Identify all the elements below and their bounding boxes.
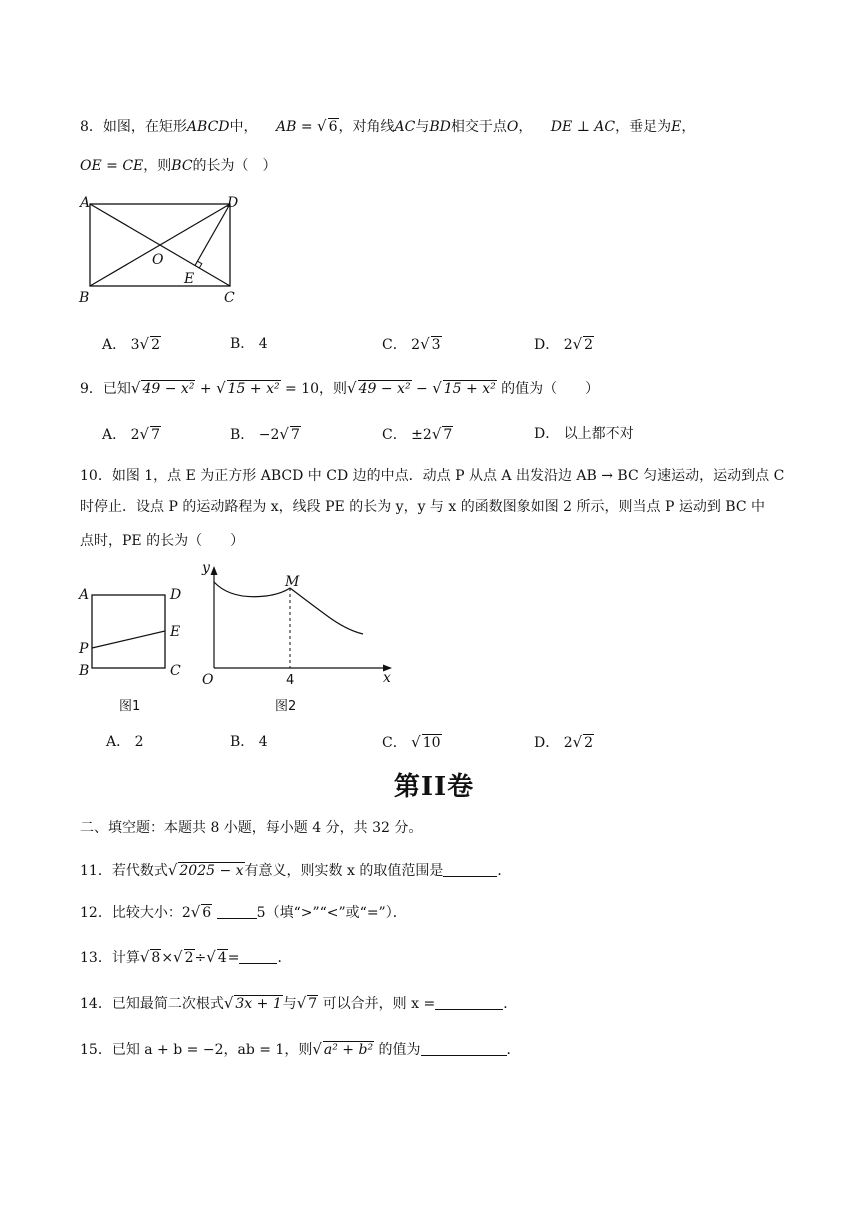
option-coef: 3	[130, 337, 140, 353]
option-coef: 2	[563, 337, 573, 353]
q9-radicand: 15 + x²	[443, 381, 496, 397]
radical-sign: √	[139, 335, 150, 353]
q14-radicand: 3x + 1	[235, 996, 282, 1012]
option-radicand: 7	[151, 427, 160, 443]
q14-text: ．	[503, 996, 518, 1012]
q8-math: DE ⊥ AC	[550, 119, 616, 135]
q13-radicand: 4	[217, 950, 227, 966]
radical-sign: √	[572, 733, 583, 751]
segment-de	[195, 204, 230, 266]
option-radicand: 2	[584, 735, 594, 751]
q11-text: ．	[497, 863, 512, 879]
q9-option-b[interactable]	[230, 424, 301, 445]
q8-text: ，	[681, 119, 696, 135]
option-coef: 2	[411, 337, 421, 353]
q11-radicand: 2025 − x	[179, 863, 244, 879]
q8-rectangle-figure	[76, 192, 246, 310]
q8-text: 相交于点	[450, 119, 507, 135]
q13-text: 13．计算	[80, 950, 140, 966]
q9-text: 9．已知	[80, 381, 131, 397]
q11-answer-blank[interactable]	[443, 862, 497, 877]
q8-math: =	[300, 119, 313, 135]
q10-fig1-square	[74, 580, 194, 720]
figure2-caption: 图2	[275, 699, 297, 714]
q9-op: +	[199, 381, 212, 397]
label-y: y	[202, 560, 210, 576]
label-b: B	[79, 290, 90, 306]
option-coef: ±2	[411, 427, 432, 443]
label-p: P	[79, 641, 89, 657]
option-letter: A．	[102, 337, 127, 353]
q12-text: 12．比较大小：2	[80, 905, 191, 921]
radical-sign: √	[312, 1040, 322, 1058]
radical-sign: √	[420, 335, 430, 353]
radical-sign: √	[296, 994, 307, 1012]
q8-text: 8．如图，在矩形	[80, 119, 187, 135]
q13-op: ÷	[194, 950, 207, 966]
radical-sign: √	[173, 948, 183, 966]
q14-radicand: 7	[308, 996, 318, 1012]
section-title: 第II卷	[393, 772, 475, 802]
radical-sign: √	[347, 379, 357, 397]
q14-text: 与	[282, 996, 297, 1012]
radical-sign: √	[572, 335, 583, 353]
q8-text: O	[506, 119, 519, 135]
radical-sign: √	[223, 994, 234, 1012]
q13-radicand: 8	[151, 950, 161, 966]
q10-line3: 点时，PE 的长为（ ）	[80, 533, 245, 549]
q13-answer-blank[interactable]	[239, 949, 277, 964]
q8-text: BC	[171, 158, 193, 174]
q11-line	[80, 860, 511, 881]
graph-curve-ab	[214, 582, 290, 597]
option-radicand: 7	[443, 427, 453, 443]
option-letter: D．	[534, 426, 560, 442]
q8-line1	[80, 116, 695, 137]
q14-text: 可以合并，则 x =	[322, 996, 436, 1012]
option-value: 以上都不对	[563, 426, 634, 442]
q10-option-c[interactable]	[382, 732, 442, 753]
q8-option-d[interactable]	[534, 334, 594, 355]
graph-curve-bc	[290, 588, 363, 634]
option-value: 4	[258, 734, 268, 750]
label-d: D	[170, 587, 182, 603]
q8-radicand: 6	[328, 119, 338, 135]
option-radicand: 10	[422, 735, 441, 751]
option-letter: C．	[382, 337, 407, 353]
q15-radicand: a² + b²	[323, 1042, 374, 1058]
q8-text: ABCD	[186, 119, 230, 135]
label-a: A	[80, 195, 91, 211]
option-value: 4	[258, 336, 268, 352]
label-d: D	[227, 195, 239, 211]
q8-text: 的长为（ ）	[192, 158, 277, 174]
q8-text: ，垂足为	[615, 119, 672, 135]
q13-op: =	[227, 950, 240, 966]
option-radicand: 3	[431, 337, 441, 353]
radical-sign: √	[206, 948, 216, 966]
radical-sign: √	[432, 379, 442, 397]
segment-pe	[92, 631, 165, 648]
radical-sign: √	[167, 861, 178, 879]
q8-text: E	[671, 119, 682, 135]
q8-option-a[interactable]	[102, 334, 161, 355]
q13-text: ．	[277, 950, 292, 966]
radical-sign: √	[431, 425, 442, 443]
q8-math: OE = CE	[80, 158, 144, 174]
label-e: E	[184, 271, 195, 287]
q9-text: = 10，则	[285, 381, 348, 397]
option-letter: B．	[230, 427, 255, 443]
radical-sign: √	[190, 903, 201, 921]
q10-fig2-graph	[196, 560, 400, 720]
q15-answer-blank[interactable]	[421, 1041, 507, 1056]
radical-sign: √	[139, 425, 150, 443]
q10-line2: 时停止．设点 P 的运动路程为 x，线段 PE 的长为 y，y 与 x 的函数图象如图 2 所示，则当点 P 运动到 BC 中	[80, 499, 766, 515]
q8-text: BD	[429, 119, 451, 135]
q14-answer-blank[interactable]	[435, 995, 503, 1010]
q11-text: 11．若代数式	[80, 863, 168, 879]
q9-text: 的值为（ ）	[501, 381, 600, 397]
option-letter: D．	[534, 337, 560, 353]
q11-text: 有意义，则实数 x 的取值范围是	[244, 863, 444, 879]
label-a: A	[79, 587, 90, 603]
label-e: E	[170, 624, 181, 640]
q13-op: ×	[161, 950, 174, 966]
q9-line	[80, 378, 599, 399]
q13-radicand: 2	[184, 950, 194, 966]
radical-sign: √	[411, 733, 421, 751]
q13-line	[80, 947, 291, 968]
q9-option-d[interactable]	[534, 424, 634, 444]
q15-line	[80, 1039, 521, 1060]
label-origin: O	[202, 672, 214, 688]
q8-text: 与	[415, 119, 430, 135]
option-letter: B．	[230, 734, 255, 750]
label-c: C	[224, 290, 235, 306]
option-letter: C．	[382, 427, 407, 443]
option-coef: 2	[130, 427, 140, 443]
q12-text: 5（填“>”“<”或“=”）．	[256, 905, 407, 921]
option-radicand: 2	[584, 337, 594, 353]
section-heading: 二、填空题：本题共 8 小题，每小题 4 分，共 32 分。	[80, 820, 423, 836]
q14-line	[80, 993, 517, 1014]
square-abcd	[92, 595, 165, 668]
q8-option-b[interactable]	[230, 334, 268, 354]
q8-line2	[80, 156, 277, 176]
label-x: x	[383, 670, 391, 686]
q12-line	[80, 902, 407, 923]
option-letter: C．	[382, 735, 407, 751]
q15-text: ．	[506, 1042, 521, 1058]
q9-radicand: 15 + x²	[227, 381, 280, 397]
q10-option-d[interactable]	[534, 732, 594, 753]
q9-radicand: 49 − x²	[142, 381, 195, 397]
q9-radicand: 49 − x²	[358, 381, 411, 397]
label-o: O	[152, 252, 164, 268]
radical-sign: √	[279, 425, 289, 443]
option-letter: A．	[102, 427, 127, 443]
q10-option-a[interactable]	[106, 732, 144, 752]
figure1-caption: 图1	[119, 699, 141, 714]
q9-option-a[interactable]	[102, 424, 161, 445]
q9-op: −	[416, 381, 428, 397]
radical-sign: √	[317, 117, 327, 135]
option-letter: D．	[534, 735, 560, 751]
option-radicand: 7	[290, 427, 300, 443]
q15-text: 的值为	[378, 1042, 421, 1058]
label-m: M	[285, 574, 300, 590]
q14-text: 14．已知最简二次根式	[80, 996, 224, 1012]
option-letter: A．	[106, 734, 131, 750]
q8-text: ，对角线	[338, 119, 395, 135]
option-coef: 2	[563, 735, 573, 751]
radical-sign: √	[130, 379, 141, 397]
q15-text: 15．已知 a + b = −2，ab = 1，则	[80, 1042, 313, 1058]
q8-text: ，	[518, 119, 533, 135]
radical-sign: √	[139, 948, 150, 966]
q9-option-c[interactable]	[382, 424, 453, 445]
radical-sign: √	[216, 379, 226, 397]
q8-math: AB	[275, 119, 297, 135]
q8-text: 中，	[229, 119, 258, 135]
y-axis-arrow	[211, 566, 218, 575]
q12-radicand: 6	[202, 905, 212, 921]
label-b: B	[79, 663, 90, 679]
tick-label-4: 4	[286, 673, 295, 688]
option-value: 2	[134, 734, 144, 750]
q8-text: ，则	[143, 158, 172, 174]
q10-line1: 10．如图 1，点 E 为正方形 ABCD 中 CD 边的中点．动点 P 从点 A 出发沿边 AB → BC 匀速运动，运动到点 C	[80, 468, 785, 484]
q10-option-b[interactable]	[230, 732, 268, 752]
q8-text: AC	[394, 119, 416, 135]
option-coef: −2	[258, 427, 280, 443]
q8-option-c[interactable]	[382, 334, 442, 355]
label-c: C	[170, 663, 181, 679]
q12-answer-blank[interactable]	[217, 904, 257, 919]
option-letter: B．	[230, 336, 255, 352]
option-radicand: 2	[151, 337, 160, 353]
